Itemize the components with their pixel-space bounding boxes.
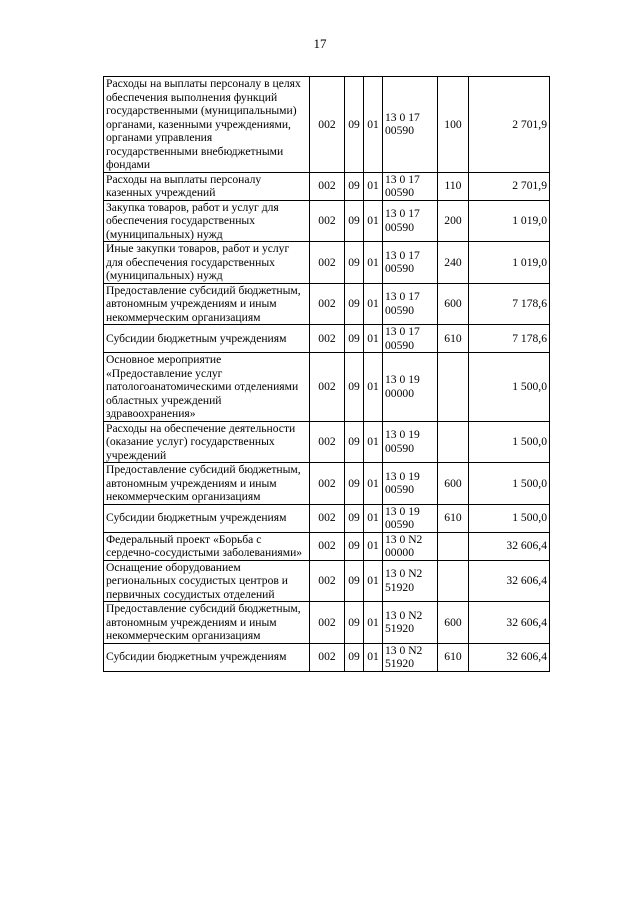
target-item-code-cell xyxy=(383,602,438,644)
ministry-code-cell: 002 xyxy=(310,242,345,284)
subsection-code-cell: 01 xyxy=(364,242,383,284)
target-item-program-code: 13 0 19 xyxy=(385,373,420,387)
expense-name-cell: Основное мероприятие «Предоставление услуг патологоанатомическими отделениями областных учреждений здравоохранения» xyxy=(104,353,310,422)
target-item-program-code: 13 0 17 xyxy=(385,248,420,262)
amount-cell: 32 606,4 xyxy=(469,643,550,671)
target-item-program-code: 13 0 N2 xyxy=(385,608,423,622)
target-item-code-cell xyxy=(383,463,438,505)
subsection-code-cell: 01 xyxy=(364,353,383,422)
expense-type-code-cell xyxy=(438,532,469,560)
target-item-program-code: 13 0 19 xyxy=(385,504,420,518)
table-row xyxy=(104,77,550,173)
table-row xyxy=(104,172,550,200)
section-code-cell: 09 xyxy=(345,560,364,602)
ministry-code-cell: 002 xyxy=(310,200,345,242)
section-code-cell: 09 xyxy=(345,283,364,325)
amount-cell: 32 606,4 xyxy=(469,560,550,602)
target-item-program-code: 13 0 17 xyxy=(385,110,420,124)
target-item-direction-code: 00590 xyxy=(385,186,414,199)
section-code-cell: 09 xyxy=(345,172,364,200)
target-item-direction-code: 00590 xyxy=(385,338,414,352)
target-item-direction-code: 00000 xyxy=(385,546,414,559)
expense-name-cell: Федеральный проект «Борьба с сердечно-сосудистыми заболеваниями» xyxy=(104,532,310,560)
table-row xyxy=(104,602,550,644)
table-row xyxy=(104,504,550,532)
table-row xyxy=(104,643,550,671)
target-item-program-code: 13 0 17 xyxy=(385,172,420,186)
expense-type-code-cell: 600 xyxy=(438,283,469,325)
amount-cell: 1 019,0 xyxy=(469,242,550,284)
target-item-direction-code: 00590 xyxy=(385,441,414,455)
table-row xyxy=(104,421,550,463)
subsection-code-cell: 01 xyxy=(364,325,383,353)
table-row xyxy=(104,353,550,422)
ministry-code-cell: 002 xyxy=(310,504,345,532)
expense-name-cell: Предоставление субсидий бюджетным, автономным учреждениям и иным некоммерческим организациям xyxy=(104,283,310,325)
expense-type-code-cell: 610 xyxy=(438,643,469,671)
section-code-cell: 09 xyxy=(345,242,364,284)
expense-name-cell: Предоставление субсидий бюджетным, автономным учреждениям и иным некоммерческим организациям xyxy=(104,602,310,644)
expense-type-code-cell xyxy=(438,560,469,602)
amount-cell: 2 701,9 xyxy=(469,172,550,200)
amount-cell: 1 500,0 xyxy=(469,353,550,422)
table-row xyxy=(104,532,550,560)
expense-type-code-cell: 100 xyxy=(438,77,469,173)
section-code-cell: 09 xyxy=(345,353,364,422)
table-row xyxy=(104,283,550,325)
expense-type-code-cell: 610 xyxy=(438,325,469,353)
expense-name-cell: Расходы на обеспечение деятельности (оказание услуг) государственных учреждений xyxy=(104,421,310,463)
expense-type-code-cell: 610 xyxy=(438,504,469,532)
expense-type-code-cell: 200 xyxy=(438,200,469,242)
subsection-code-cell: 01 xyxy=(364,463,383,505)
expense-type-code-cell: 600 xyxy=(438,602,469,644)
target-item-direction-code: 00590 xyxy=(385,483,414,497)
target-item-code-cell xyxy=(383,325,438,353)
subsection-code-cell: 01 xyxy=(364,283,383,325)
subsection-code-cell: 01 xyxy=(364,504,383,532)
section-code-cell: 09 xyxy=(345,77,364,173)
amount-cell: 1 500,0 xyxy=(469,504,550,532)
target-item-direction-code: 00590 xyxy=(385,220,414,234)
target-item-program-code: 13 0 19 xyxy=(385,469,420,483)
target-item-code-cell xyxy=(383,532,438,560)
expense-name-cell: Субсидии бюджетным учреждениям xyxy=(104,325,310,353)
ministry-code-cell: 002 xyxy=(310,172,345,200)
target-item-code-cell xyxy=(383,353,438,422)
section-code-cell: 09 xyxy=(345,421,364,463)
target-item-program-code: 13 0 19 xyxy=(385,428,420,442)
target-item-program-code: 13 0 17 xyxy=(385,325,420,338)
table-row xyxy=(104,200,550,242)
target-item-code-cell xyxy=(383,283,438,325)
amount-cell: 2 701,9 xyxy=(469,77,550,173)
section-code-cell: 09 xyxy=(345,463,364,505)
target-item-program-code: 13 0 N2 xyxy=(385,532,423,546)
subsection-code-cell: 01 xyxy=(364,200,383,242)
target-item-program-code: 13 0 17 xyxy=(385,290,420,304)
target-item-direction-code: 00590 xyxy=(385,303,414,317)
target-item-code-cell xyxy=(383,172,438,200)
amount-cell: 7 178,6 xyxy=(469,283,550,325)
section-code-cell: 09 xyxy=(345,532,364,560)
expense-name-cell: Закупка товаров, работ и услуг для обеспечения государственных (муниципальных) нужд xyxy=(104,200,310,242)
ministry-code-cell: 002 xyxy=(310,283,345,325)
target-item-direction-code: 51920 xyxy=(385,580,414,594)
expense-type-code-cell: 240 xyxy=(438,242,469,284)
table-row xyxy=(104,560,550,602)
subsection-code-cell: 01 xyxy=(364,172,383,200)
ministry-code-cell: 002 xyxy=(310,421,345,463)
expense-name-cell: Иные закупки товаров, работ и услуг для обеспечения государственных (муниципальных) нужд xyxy=(104,242,310,284)
target-item-code-cell xyxy=(383,77,438,173)
subsection-code-cell: 01 xyxy=(364,77,383,173)
subsection-code-cell: 01 xyxy=(364,532,383,560)
ministry-code-cell: 002 xyxy=(310,602,345,644)
target-item-direction-code: 00590 xyxy=(385,262,414,276)
target-item-direction-code: 00000 xyxy=(385,386,414,400)
expense-name-cell: Субсидии бюджетным учреждениям xyxy=(104,504,310,532)
section-code-cell: 09 xyxy=(345,200,364,242)
budget-table xyxy=(103,76,550,672)
target-item-program-code: 13 0 N2 xyxy=(385,567,423,581)
expense-type-code-cell: 110 xyxy=(438,172,469,200)
section-code-cell: 09 xyxy=(345,504,364,532)
amount-cell: 1 019,0 xyxy=(469,200,550,242)
page-number: 17 xyxy=(313,36,327,51)
amount-cell: 32 606,4 xyxy=(469,602,550,644)
ministry-code-cell: 002 xyxy=(310,463,345,505)
ministry-code-cell: 002 xyxy=(310,353,345,422)
target-item-code-cell xyxy=(383,242,438,284)
expense-name-cell: Предоставление субсидий бюджетным, автономным учреждениям и иным некоммерческим организациям xyxy=(104,463,310,505)
expense-type-code-cell xyxy=(438,353,469,422)
subsection-code-cell: 01 xyxy=(364,421,383,463)
section-code-cell: 09 xyxy=(345,325,364,353)
expense-name-cell: Расходы на выплаты персоналу в целях обеспечения выполнения функций государственными (муниципальными) органами, казенными учреждениями, органами управления государственными внебюджетными фондами xyxy=(104,77,310,173)
target-item-code-cell xyxy=(383,504,438,532)
table-row xyxy=(104,463,550,505)
section-code-cell: 09 xyxy=(345,643,364,671)
ministry-code-cell: 002 xyxy=(310,77,345,173)
amount-cell: 1 500,0 xyxy=(469,421,550,463)
ministry-code-cell: 002 xyxy=(310,325,345,353)
target-item-direction-code: 00590 xyxy=(385,518,414,531)
expense-name-cell: Оснащение оборудованием региональных сосудистых центров и первичных сосудистых отделений xyxy=(104,560,310,602)
subsection-code-cell: 01 xyxy=(364,560,383,602)
subsection-code-cell: 01 xyxy=(364,643,383,671)
target-item-direction-code: 00590 xyxy=(385,124,414,138)
expense-type-code-cell xyxy=(438,421,469,463)
expense-type-code-cell: 600 xyxy=(438,463,469,505)
target-item-code-cell xyxy=(383,421,438,463)
target-item-code-cell xyxy=(383,643,438,671)
target-item-code-cell xyxy=(383,200,438,242)
ministry-code-cell: 002 xyxy=(310,560,345,602)
target-item-code-cell xyxy=(383,560,438,602)
target-item-program-code: 13 0 N2 xyxy=(385,643,423,657)
target-item-direction-code: 51920 xyxy=(385,657,414,670)
ministry-code-cell: 002 xyxy=(310,643,345,671)
amount-cell: 1 500,0 xyxy=(469,463,550,505)
target-item-direction-code: 51920 xyxy=(385,622,414,636)
amount-cell: 32 606,4 xyxy=(469,532,550,560)
expense-name-cell: Субсидии бюджетным учреждениям xyxy=(104,643,310,671)
target-item-program-code: 13 0 17 xyxy=(385,207,420,221)
expense-name-cell: Расходы на выплаты персоналу казенных учреждений xyxy=(104,172,310,200)
subsection-code-cell: 01 xyxy=(364,602,383,644)
ministry-code-cell: 002 xyxy=(310,532,345,560)
amount-cell: 7 178,6 xyxy=(469,325,550,353)
table-row xyxy=(104,325,550,353)
table-row xyxy=(104,242,550,284)
section-code-cell: 09 xyxy=(345,602,364,644)
